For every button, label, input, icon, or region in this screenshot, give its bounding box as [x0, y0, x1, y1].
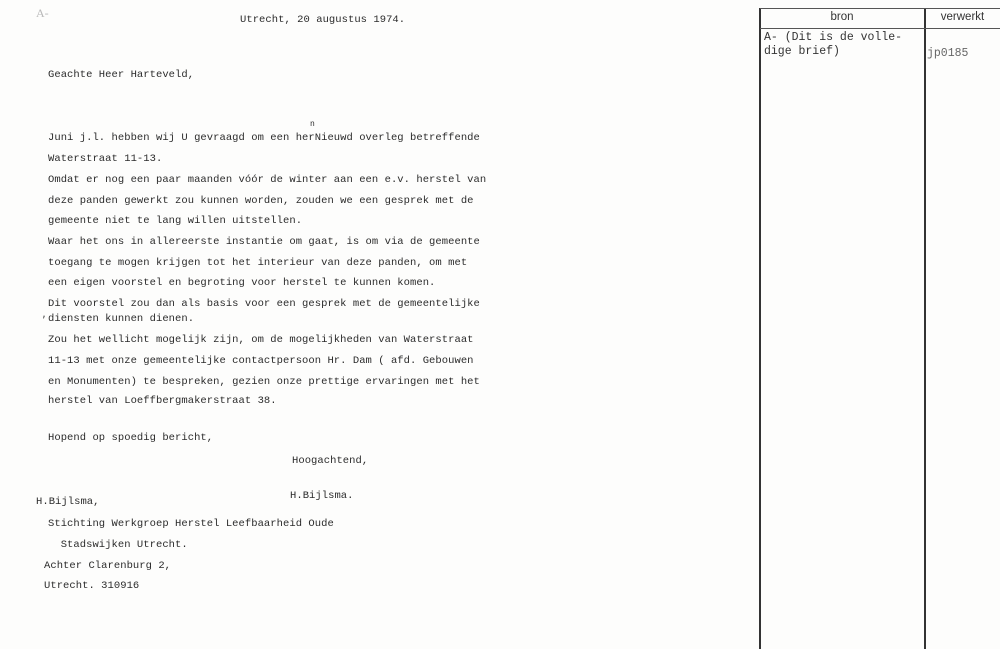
closing: Hoogachtend, [292, 455, 369, 467]
body-line: Omdat er nog een paar maanden vóór de winter aan een e.v. herstel van [48, 174, 487, 186]
body-line: Zou het wellicht mogelijk zijn, om de mogelijkheden van Waterstraat [48, 334, 474, 346]
body-line: diensten kunnen dienen. [48, 313, 195, 325]
closing-wish: Hopend op spoedig bericht, [48, 432, 214, 444]
body-line: Waterstraat 11-13. [48, 153, 163, 165]
body-line: Dit voorstel zou dan als basis voor een gesprek met de gemeentelijke [48, 298, 480, 310]
letter-date: Utrecht, 20 augustus 1974. [240, 14, 406, 26]
signature-name: H.Bijlsma. [290, 490, 354, 502]
stray-mark: , [41, 309, 48, 320]
table-left-border [759, 8, 761, 649]
body-line: Waar het ons in allereerste instantie om gaat, is om via de gemeente [48, 236, 480, 248]
body-line: en Monumenten) te bespreken, gezien onze prettige ervaringen met het [48, 376, 480, 388]
table-column-divider [924, 8, 926, 649]
verwerkt-cell: jp0185 [927, 47, 969, 60]
body-line: 11-13 met onze gemeentelijke contactpersoon Hr. Dam ( afd. Gebouwen [48, 355, 474, 367]
body-line: deze panden gewerkt zou kunnen worden, zouden we een gesprek met de [48, 195, 474, 207]
header-verwerkt: verwerkt [940, 11, 985, 23]
body-line: toegang te mogen krijgen tot het interieur van deze panden, om met [48, 257, 468, 269]
corner-mark: A- [36, 6, 49, 20]
sender-line: Utrecht. 310916 [44, 580, 140, 592]
bron-cell-line: A- (Dit is de volle- [764, 31, 903, 44]
body-line: een eigen voorstel en begroting voor herstel te kunnen komen. [48, 277, 436, 289]
body-line: herstel van Loeffbergmakerstraat 38. [48, 395, 277, 407]
sender-line: H.Bijlsma, [36, 496, 100, 508]
sender-line: Achter Clarenburg 2, [44, 560, 172, 572]
sender-line: Stichting Werkgroep Herstel Leefbaarheid Oude [48, 518, 334, 530]
header-bron: bron [830, 11, 854, 23]
sender-line: Stadswijken Utrecht. [48, 539, 188, 551]
body-line: Juni j.l. hebben wij U gevraagd om een herNieuwd overleg betreffende [48, 132, 480, 144]
body-line: gemeente niet te lang willen uitstellen. [48, 215, 303, 227]
superscript-correction: n [310, 120, 315, 129]
bron-cell-line: dige brief) [764, 45, 840, 58]
table-header-divider [760, 28, 1000, 29]
table-top-border [760, 8, 1000, 9]
salutation: Geachte Heer Harteveld, [48, 69, 195, 81]
